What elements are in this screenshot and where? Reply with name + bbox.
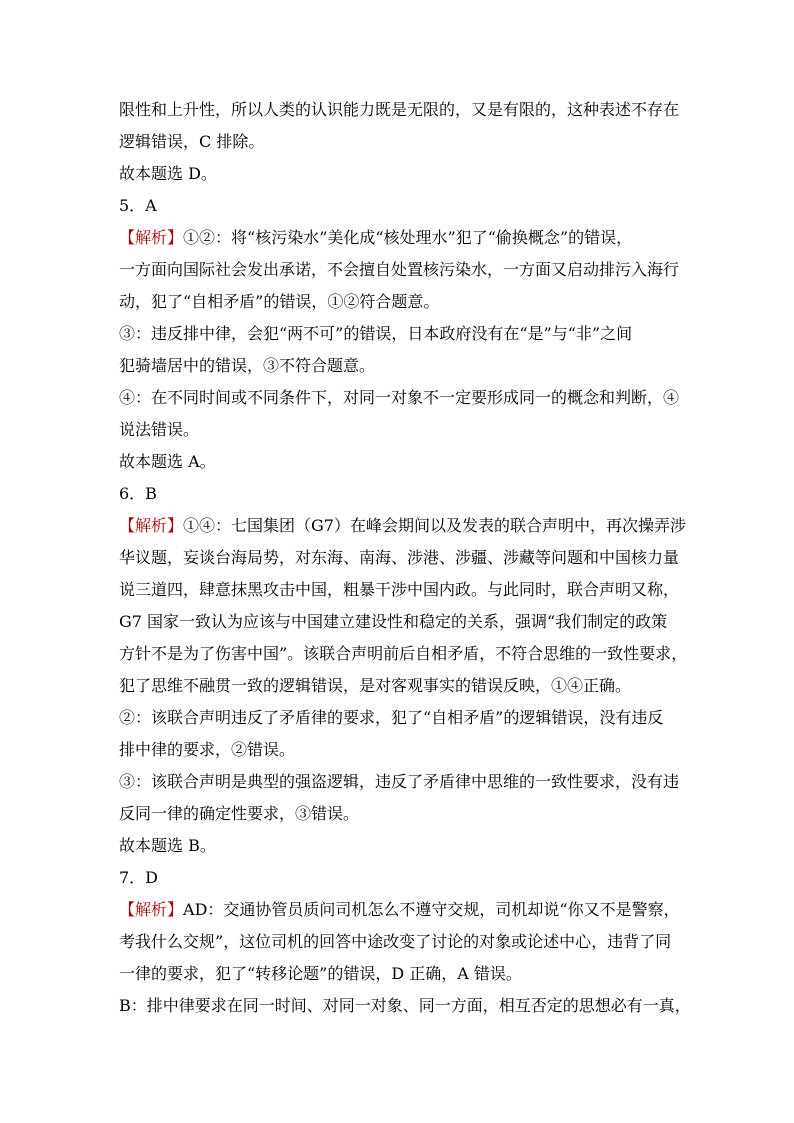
text-line <box>119 964 679 984</box>
line-text: 故本题选 A。 <box>119 452 216 471</box>
line-text: 反同一律的确定性要求，③错误。 <box>119 804 360 823</box>
text-line <box>119 388 679 408</box>
line-text: 一方面向国际社会发出承诺，不会擅自处置核污染水，一方面又启动排污入海行 <box>119 260 680 279</box>
analysis-tag: 【解析】 <box>119 900 184 919</box>
text-line <box>119 420 679 440</box>
text-line <box>119 932 679 952</box>
analysis-tag: 【解析】 <box>119 516 184 535</box>
text-line <box>119 676 679 696</box>
text-line <box>119 356 679 376</box>
text-line <box>119 324 679 344</box>
line-text: ③：违反排中律，会犯“两不可”的错误，日本政府没有在“是”与“非”之间 <box>119 324 633 343</box>
line-text: 犯骑墙居中的错误，③不符合题意。 <box>119 356 376 375</box>
line-text: 故本题选 D。 <box>119 164 217 183</box>
text-line <box>119 900 679 920</box>
line-text: ②：该联合声明违反了矛盾律的要求，犯了“自相矛盾”的逻辑错误，没有违反 <box>119 708 664 727</box>
line-text: 故本题选 B。 <box>119 836 216 855</box>
line-text: 方针不是为了伤害中国”。该联合声明前后自相矛盾，不符合思维的一致性要求， <box>119 644 688 663</box>
text-line <box>119 644 688 664</box>
text-line <box>119 580 679 600</box>
text-line <box>119 548 679 568</box>
text-line <box>119 516 686 536</box>
text-line <box>119 740 679 760</box>
line-text: 逻辑错误，C 排除。 <box>119 132 265 151</box>
line-text: 5．A <box>119 196 157 215</box>
line-text: 犯了思维不融贯一致的逻辑错误，是对客观事实的错误反映，①④正确。 <box>119 676 632 695</box>
line-text: 一律的要求，犯了“转移论题”的错误，D 正确，A 错误。 <box>119 964 522 983</box>
line-text: ④：在不同时间或不同条件下，对同一对象不一定要形成同一的概念和判断，④ <box>119 388 680 407</box>
line-text: 说三道四，肆意抹黑攻击中国，粗暴干涉中国内政。与此同时，联合声明又称， <box>119 580 680 599</box>
line-text: 排中律的要求，②错误。 <box>119 740 296 759</box>
line-text: AD：交通协管员质问司机怎么不遵守交规，司机却说“你又不是警察， <box>183 900 680 919</box>
text-line <box>119 196 679 216</box>
text-line <box>119 868 679 888</box>
line-text: 说法错误。 <box>119 420 200 439</box>
line-text: 7．D <box>119 868 159 887</box>
line-text: G7 国家一致认为应该与中国建立建设性和稳定的关系，强调“我们制定的政策 <box>119 612 668 631</box>
line-text: 动，犯了“自相矛盾”的错误，①②符合题意。 <box>119 292 440 311</box>
line-text: 6．B <box>119 484 157 503</box>
line-text: 限性和上升性，所以人类的认识能力既是无限的，又是有限的，这种表述不存在 <box>119 100 680 119</box>
text-line <box>119 772 679 792</box>
text-line <box>119 836 679 856</box>
text-line <box>119 292 679 312</box>
text-line <box>119 452 679 472</box>
text-line <box>119 612 679 632</box>
text-line <box>119 804 679 824</box>
text-line <box>119 100 679 120</box>
line-text: 华议题，妄谈台海局势，对东海、南海、涉港、涉疆、涉藏等问题和中国核力量 <box>119 548 680 567</box>
line-text: 考我什么交规”，这位司机的回答中途改变了讨论的对象或论述中心，违背了同 <box>119 932 672 951</box>
text-line <box>119 484 679 504</box>
text-line <box>119 260 679 280</box>
line-text: ③：该联合声明是典型的强盗逻辑，违反了矛盾律中思维的一致性要求，没有违 <box>119 772 680 791</box>
text-line <box>119 132 679 152</box>
text-line <box>119 708 679 728</box>
line-text: ①②：将“核污染水”美化成“核处理水”犯了“偷换概念”的错误， <box>183 228 633 247</box>
text-line <box>119 996 691 1016</box>
text-line <box>119 164 679 184</box>
text-line <box>119 228 679 248</box>
analysis-tag: 【解析】 <box>119 228 184 247</box>
line-text: B：排中律要求在同一时间、对同一对象、同一方面，相互否定的思想必有一真， <box>119 996 691 1015</box>
line-text: ①④：七国集团（G7）在峰会期间以及发表的联合声明中，再次操弄涉 <box>183 516 686 535</box>
